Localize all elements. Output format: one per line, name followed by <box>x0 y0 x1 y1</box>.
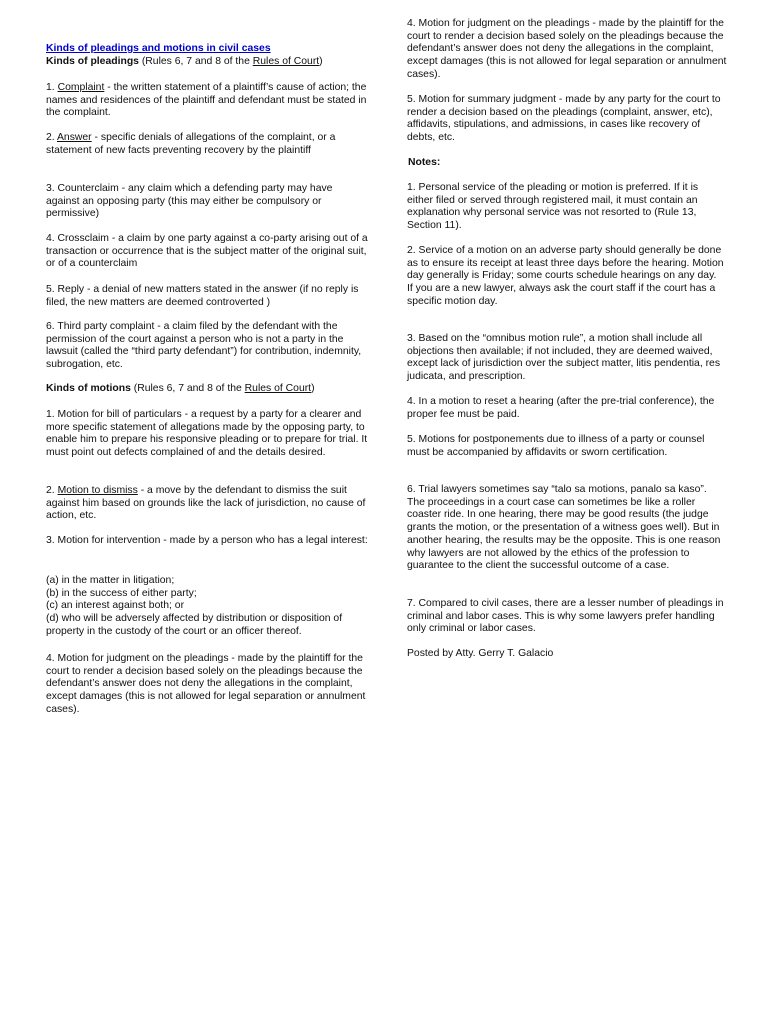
pleadings-heading-post: ) <box>319 56 323 67</box>
pleadings-heading-bold: Kinds of pleadings <box>46 56 139 67</box>
term-complaint[interactable]: Complaint <box>57 82 105 93</box>
pleading-third-party-complaint <box>46 321 368 372</box>
note-item: 3. Based on the “omnibus motion rule”, a motion shall include all objections then available; if not included, they are deemed waived, except lack of jurisdiction over the subject matter, litis pendentia, res judicata, and prescription. <box>407 333 721 383</box>
pleading-complaint <box>46 82 368 120</box>
item-text: - the written statement of a plaintiff’s cause of action; the names and residences of the plaintiff and defendant must be stated in the complaint. <box>46 82 367 119</box>
motion-judgment-text-end <box>407 18 729 82</box>
note-item: 1. Personal service of the pleading or motion is preferred. If it is either filed or served through registered mail, it must contain an explanation why personal service was not resorted to (Rule 13, Section 11). <box>407 182 699 232</box>
list-item: (b) in the success of either party; <box>46 587 197 599</box>
item-text: - specific denials of allegations of the complaint, or a statement of new facts preventing recovery by the plaintiff <box>46 132 336 156</box>
term-motion-to-dismiss[interactable]: Motion to dismiss <box>57 485 138 496</box>
item-text: 5. Motion for summary judgment - made by any party for the court to render a decision based on the pleadings (complaint, answer, etc), affidavits, stipulations, and admissions, in cases like recovery of debts, etc. <box>407 94 721 144</box>
term-answer[interactable]: Answer <box>56 132 92 143</box>
motion-to-dismiss <box>46 485 368 523</box>
item-text: 3. Counterclaim - any claim which a defending party may have against an opposing party (this may either be compulsory or permissive) <box>46 183 333 220</box>
pleading-answer <box>46 132 368 157</box>
list-item: (c) an interest against both; or <box>46 600 185 612</box>
item-text: 1. Motion for bill of particulars - a request by a party for a clearer and more specific statement of allegations made by the opposing party, to enable him to prepare his responsive pleading or to prepare for trial. It must point out defects complained of and the details desired. <box>46 409 368 459</box>
motion-judgment-text-start <box>46 653 368 715</box>
note-item: 6. Trial lawyers sometimes say “talo sa motions, panalo sa kaso”. The proceedings in a court case can sometimes be like a roller coaster ride. In one hearing, there may be good results (the judge grants the motion, or the presentation of a witness goes well). But in another hearing, the results may be the opposite. This is one reason why lawyers are not allowed by the ethics of the profession to guarantee to the client the successful outcome of a case. <box>407 484 721 572</box>
motion-intervention <box>46 535 368 548</box>
pleading-crossclaim <box>46 233 368 271</box>
motions-heading-bold: Kinds of motions <box>46 383 131 394</box>
pleading-reply <box>46 284 368 309</box>
item-text: 4. Motion for judgment on the pleadings - made by the plaintiff for the court to render a decision based solely on the pleadings because the defendant’s answer does not deny the allegations in the complaint, except damages (this is not allowed for legal separation or annulment cases). <box>46 653 366 715</box>
item-text: 4. Crossclaim - a claim by one party against a co-party arising out of a transaction or occurrence that is the subject matter of the original suit, or of a counterclaim <box>46 233 368 270</box>
list-item: (d) who will be adversely affected by distribution or disposition of property in the custody of the court or an officer thereof. <box>46 613 343 637</box>
pleadings-heading <box>46 56 368 69</box>
item-text: 3. Motion for intervention - made by a person who has a legal interest: <box>46 535 368 546</box>
pleading-counterclaim <box>46 183 368 221</box>
item-text: 6. Third party complaint - a claim filed by the defendant with the permission of the court against a person who is not a party in the lawsuit (called the “third party defendant”) for contribution, indemnity, subrogation, etc. <box>46 321 362 371</box>
rules-of-court-link[interactable]: Rules of Court <box>244 383 312 394</box>
item-number: 2. <box>46 485 58 496</box>
rules-of-court-link[interactable]: Rules of Court <box>252 56 320 67</box>
item-text: 4. Motion for judgment on the pleadings - made by the plaintiff for the court to render a decision based solely on the pleadings because the defendant’s answer does not deny the allegations in the complaint, except damages (this is not allowed for legal separation or annulment cases). <box>407 18 727 80</box>
motion-judgment-on-pleadings <box>46 653 368 715</box>
document-title <box>46 43 368 56</box>
motions-heading-post: ) <box>311 383 315 394</box>
intervention-list <box>46 575 368 639</box>
list-item: (a) in the matter in litigation; <box>46 575 175 586</box>
item-text: - a move by the defendant to dismiss the suit against him based on grounds like the lack of jurisdiction, no cause of action, etc. <box>46 485 366 522</box>
item-number: 1. <box>46 82 58 93</box>
title-link[interactable]: Kinds of pleadings and motions in civil cases <box>46 43 271 54</box>
motion-summary-judgment <box>407 94 725 145</box>
notes-heading: Notes: <box>408 157 441 168</box>
motion-bill-of-particulars <box>46 409 368 460</box>
note-item: 7. Compared to civil cases, there are a lesser number of pleadings in criminal and labor cases. This is why some lawyers prefer handling only criminal or labor cases. <box>407 598 724 635</box>
motions-heading-pre: (Rules 6, 7 and 8 of the <box>130 383 245 394</box>
motions-heading <box>46 383 368 396</box>
motion-judgment-continued <box>407 18 727 81</box>
note-item: 4. In a motion to reset a hearing (after the pre-trial conference), the proper fee must be paid. <box>407 396 715 420</box>
posted-by: Posted by Atty. Gerry T. Galacio <box>407 648 554 659</box>
pleadings-heading-pre: (Rules 6, 7 and 8 of the <box>138 56 253 67</box>
note-item: 2. Service of a motion on an adverse party should generally be done as to ensure its receipt at least three days before the hearing. Motion day generally is Friday; some courts schedule hearings on any day. If you are a new lawyer, always ask the court staff if the court has a specific motion day. <box>407 245 724 307</box>
item-number: 2. <box>46 132 57 143</box>
item-text: 5. Reply - a denial of new matters stated in the answer (if no reply is filed, the new matters are deemed controverted ) <box>46 284 359 308</box>
note-item: 5. Motions for postponements due to illness of a party or counsel must be accompanied by affidavits or sworn certification. <box>407 434 705 458</box>
